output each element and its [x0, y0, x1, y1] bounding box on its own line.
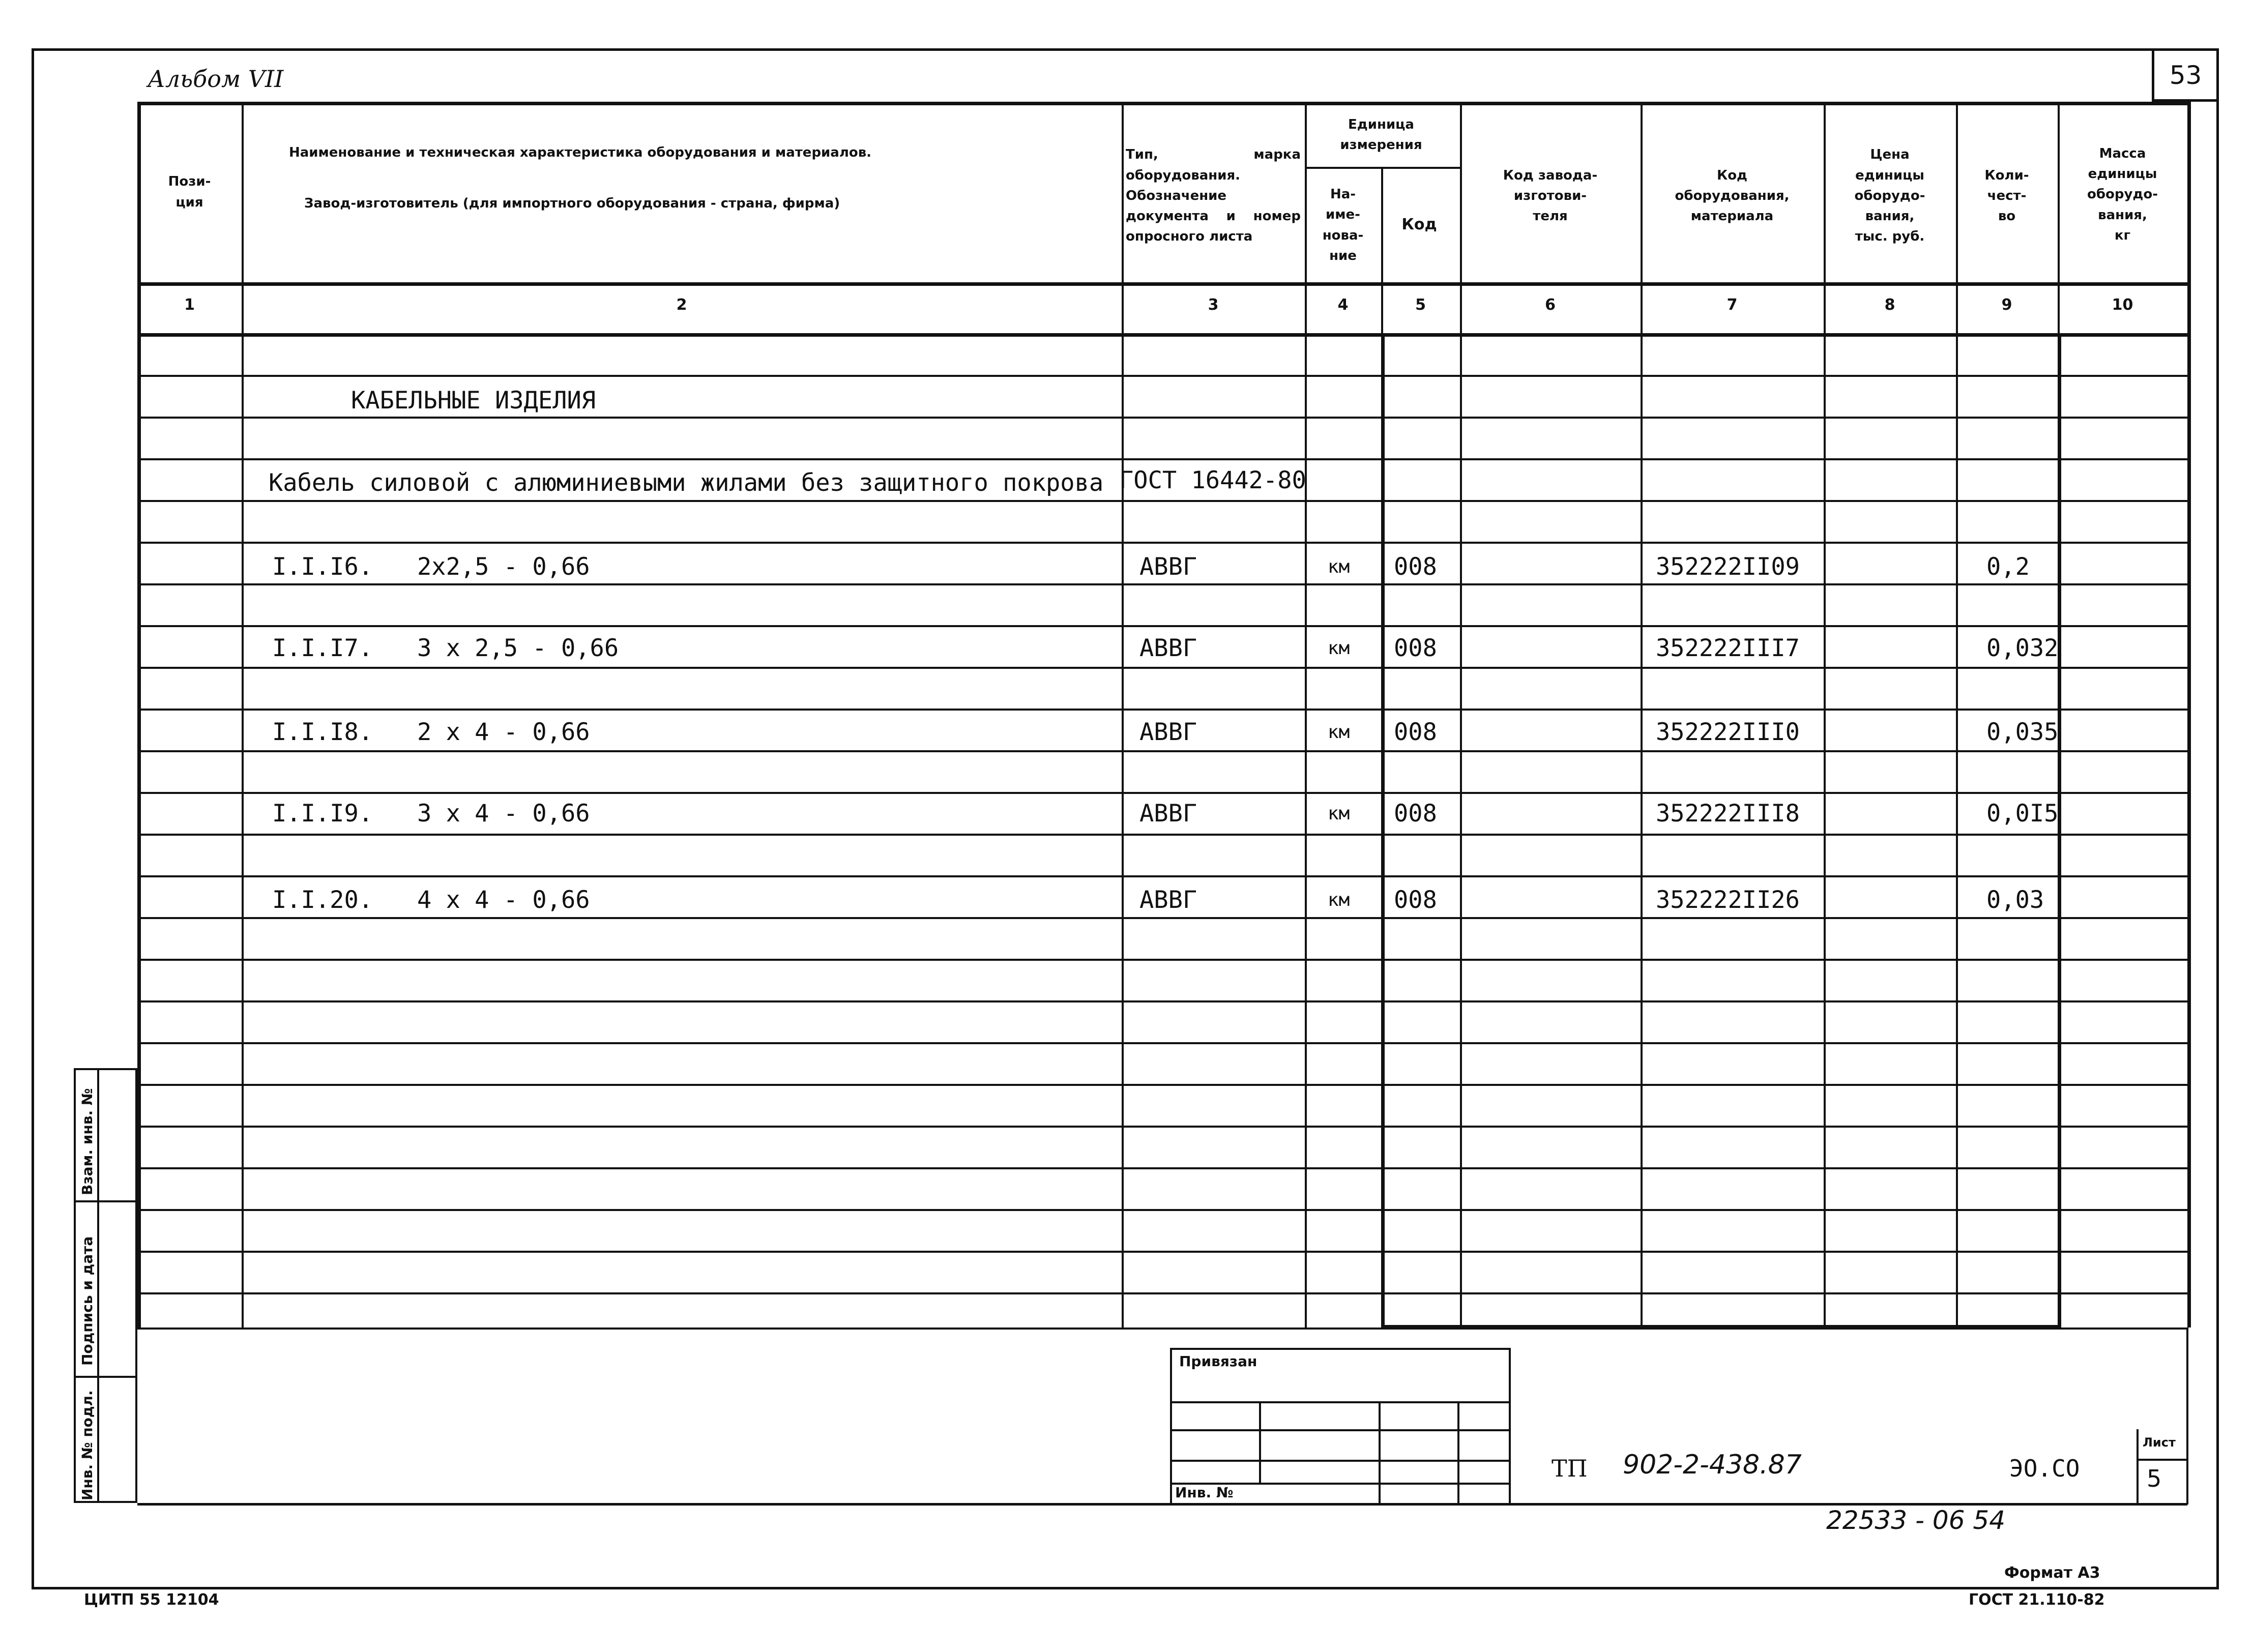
header-name-line2: Завод-изготовитель (для импортного оборудования - страна, фирма) [304, 195, 840, 211]
column-number-7: 7 [1727, 296, 1738, 314]
cable-standard: ГОСТ 16442-80 [1119, 466, 1306, 494]
column-number-8: 8 [1884, 296, 1895, 314]
table-row-line [137, 625, 2187, 627]
row-quantity: 0,03 [1986, 886, 2044, 914]
side-stamp-podpis: Подпись и дата [79, 1236, 96, 1366]
side-stamp-inv: Инв. № подл. [79, 1390, 96, 1500]
privyazan-divider [1170, 1460, 1511, 1462]
table-row-line [137, 1251, 2187, 1253]
column-number-6: 6 [1545, 296, 1556, 314]
row-unit-code: 008 [1394, 886, 1437, 914]
table-row-line [137, 1126, 2187, 1128]
title-block-top [137, 1328, 2187, 1330]
row-type: АВВГ [1139, 886, 1197, 914]
row-unit: км [1328, 890, 1350, 910]
table-row-line [137, 417, 2187, 419]
block-outline [1381, 333, 1385, 1328]
row-quantity: 0,2 [1986, 553, 2030, 581]
row-material-code: 352222II09 [1656, 553, 1800, 581]
list-divider [2137, 1459, 2187, 1461]
table-border-top [137, 102, 2187, 105]
row-unit: км [1328, 722, 1350, 743]
table-row-line [137, 834, 2187, 836]
header-unit-code: Код [1401, 216, 1437, 234]
row-position: I.I.20. [272, 886, 373, 914]
row-unit-code: 008 [1394, 634, 1437, 662]
section-title: КАБЕЛЬНЫЕ ИЗДЕЛИЯ [351, 387, 596, 415]
table-row-line [137, 500, 2187, 502]
header-name-line1: Наименование и техническая характеристика оборудования и материалов. [289, 144, 872, 160]
privyazan-label: Привязан [1179, 1353, 1257, 1370]
row-type: АВВГ [1139, 553, 1197, 581]
table-row-line [137, 1042, 2187, 1044]
table-row-line [137, 875, 2187, 877]
table-column-line [1460, 102, 1462, 1328]
cable-description: Кабель силовой с алюминиевыми жилами без защитного покрова [269, 469, 1104, 497]
table-column-line [1641, 102, 1643, 1328]
row-unit: км [1328, 638, 1350, 659]
column-number-3: 3 [1208, 296, 1219, 314]
side-stamp-vzam: Взам. инв. № [79, 1088, 96, 1195]
row-spec: 2х2,5 - 0,66 [417, 553, 590, 581]
inv-no-label: Инв. № [1175, 1484, 1234, 1501]
handwritten-number: 22533 - 06 54 [1826, 1506, 2006, 1535]
list-number: 5 [2147, 1465, 2162, 1492]
table-row-line [137, 709, 2187, 711]
row-unit: км [1328, 556, 1350, 577]
album-label: Альбом VII [148, 65, 284, 93]
table-row-line [137, 542, 2187, 544]
row-spec: 4 х 4 - 0,66 [417, 886, 590, 914]
table-row-line [137, 458, 2187, 460]
table-row-line [137, 1000, 2187, 1002]
header-quantity: Коли- чест- во [1984, 167, 2029, 224]
row-material-code: 352222II26 [1656, 886, 1800, 914]
block-outline [2058, 333, 2061, 1328]
row-material-code: 352222III0 [1656, 718, 1800, 746]
side-stamp-divider [74, 1200, 137, 1202]
column-number-10: 10 [2112, 296, 2133, 314]
row-type: АВВГ [1139, 800, 1197, 828]
row-unit-code: 008 [1394, 800, 1437, 828]
header-type: Тип, марка оборудования. Обозначение документа и номер опросного листа [1126, 147, 1301, 245]
header-unit-group: Единица измерения [1340, 116, 1422, 153]
side-stamp-divider [74, 1376, 137, 1378]
column-number-5: 5 [1415, 296, 1426, 314]
row-unit-code: 008 [1394, 718, 1437, 746]
doc-section: ЭО.СО [2009, 1455, 2080, 1482]
table-row-line [137, 792, 2187, 794]
row-spec: 3 х 4 - 0,66 [417, 800, 590, 828]
table-column-line [1824, 102, 1826, 1328]
row-position: I.I.I8. [272, 718, 373, 746]
row-spec: 3 х 2,5 - 0,66 [417, 634, 619, 662]
table-column-line [2187, 102, 2191, 1328]
column-number-1: 1 [184, 296, 195, 314]
table-row-line [137, 750, 2187, 752]
row-position: I.I.I6. [272, 553, 373, 581]
table-column-line [1122, 102, 1124, 1328]
column-number-9: 9 [2001, 296, 2012, 314]
row-position: I.I.I7. [272, 634, 373, 662]
row-spec: 2 х 4 - 0,66 [417, 718, 590, 746]
table-column-line [137, 102, 141, 1328]
table-row-line [137, 583, 2187, 585]
list-label: Лист [2143, 1435, 2176, 1450]
header-unit-name: На- име- нова- ние [1322, 186, 1364, 263]
table-row-line [137, 1292, 2187, 1294]
row-position: I.I.I9. [272, 800, 373, 828]
table-row-line [137, 333, 2187, 335]
privyazan-col [1379, 1401, 1381, 1503]
table-row-line [137, 1167, 2187, 1169]
table-row-line [137, 375, 2187, 377]
header-material-code: Код оборудования, материала [1675, 167, 1790, 224]
header-position: Пози- ция [168, 174, 211, 210]
row-material-code: 352222III8 [1656, 800, 1800, 828]
privyazan-col [1457, 1401, 1459, 1503]
column-number-4: 4 [1337, 296, 1349, 314]
table-header-bottom [137, 282, 2187, 286]
row-quantity: 0,032 [1986, 634, 2059, 662]
table-row-line [137, 1084, 2187, 1086]
doc-number: 902-2-438.87 [1623, 1450, 1802, 1480]
table-row-line [137, 917, 2187, 919]
format-label: Формат А3 [2004, 1564, 2100, 1582]
table-column-line [1956, 102, 1958, 1328]
privyazan-divider [1170, 1401, 1511, 1403]
table-row-line [137, 667, 2187, 669]
header-unit-price: Цена единицы оборудо- вания, тыс. руб. [1854, 147, 1925, 245]
header-unit-mass: Масса единицы оборудо- вания, кг [2087, 145, 2158, 243]
column-number-2: 2 [676, 296, 687, 314]
table-column-line [242, 102, 244, 1328]
table-row-line [137, 959, 2187, 961]
privyazan-box [1170, 1348, 1511, 1503]
table-column-line [1305, 102, 1307, 1328]
row-unit-code: 008 [1394, 553, 1437, 581]
table-row-line [137, 1209, 2187, 1211]
doc-code: ТП [1552, 1455, 1588, 1482]
header-factory-code: Код завода- изготови- теля [1503, 167, 1598, 224]
sheet-number: 53 [2152, 51, 2217, 102]
row-quantity: 0,0I5 [1986, 800, 2059, 828]
row-quantity: 0,035 [1986, 718, 2059, 746]
row-type: АВВГ [1139, 718, 1197, 746]
row-type: АВВГ [1139, 634, 1197, 662]
privyazan-divider [1170, 1429, 1511, 1431]
tsitp-label: ЦИТП 55 12104 [84, 1591, 219, 1609]
row-material-code: 352222III7 [1656, 634, 1800, 662]
privyazan-col [1259, 1401, 1261, 1483]
gost-label: ГОСТ 21.110-82 [1969, 1591, 2105, 1609]
row-unit: км [1328, 803, 1350, 824]
